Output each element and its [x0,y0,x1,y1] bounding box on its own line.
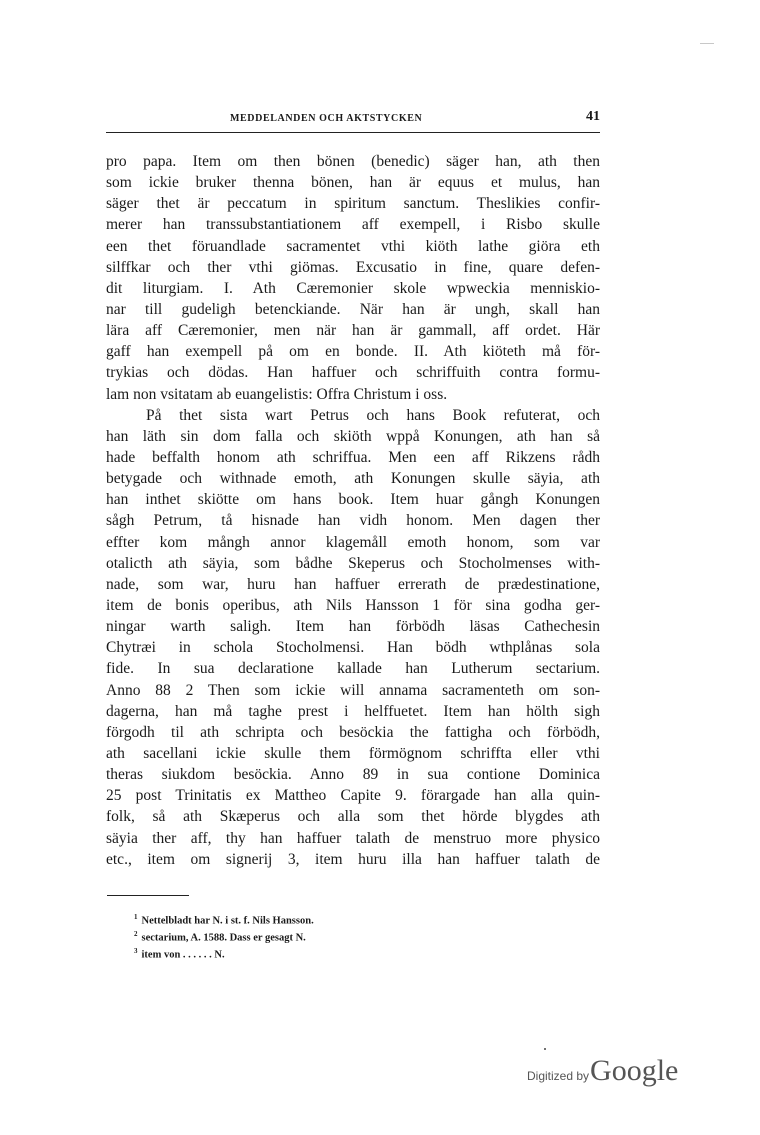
text-line: sågh Petrum, tå hisnade han vidh honom. Men dagen ther [106,512,600,530]
text-line: hade beffalth honom ath schriffua. Men een aff Rikzens rådh [106,448,600,466]
footnote-text: Nettelbladt har N. i st. f. Nils Hansson. [141,915,314,927]
text-line: silffkar och ther vthi giömas. Excusatio in fine, quare defen- [106,258,600,276]
text-line: ath sacellani ickie skulle them förmögnom schriffta eller vthi [106,744,600,762]
text-line: nar till gudeligh betenckiande. När han är ungh, skall han [106,300,600,318]
scan-edge-mark [700,43,714,44]
body-text [106,151,600,870]
text-line: nade, som war, huru han haffuer errerath de prædestinatione, [106,575,600,593]
text-line: förgodh til ath schripta och besöckia the fattigha och förbödh, [106,723,600,741]
text-line: gaff han exempell på om en bonde. II. Ath kiöteth må för- [106,343,600,361]
text-line: trykias och dödas. Han haffuer och schriffuith contra formu- [106,364,600,382]
footnote-text: sectarium, A. 1588. Dass er gesagt N. [141,932,306,944]
header-rule [106,132,600,133]
text-line: ningar warth saligh. Item han förbödh läsas Cathechesin [106,618,600,636]
text-line: effter kom mångh annor klagemåll emoth honom, som var [106,533,600,551]
text-line: lam non vsitatam ab euangelistis: Offra Christum i oss. [106,385,448,403]
page-number: 41 [586,109,600,124]
text-line: fide. In sua declaratione kallade han Lutherum sectarium. [106,660,600,678]
footnote-rule [107,895,189,896]
text-line: pro papa. Item om then bönen (benedic) säger han, ath then [106,153,600,170]
text-line: På thet sista wart Petrus och hans Book refuterat, och [146,406,600,424]
text-line: folk, så ath Skæperus och alla som thet hörde blygdes ath [106,808,600,826]
running-title: MEDDELANDEN OCH AKTSTYCKEN [230,113,423,124]
text-line: säyia ther aff, thy han haffuer talath de menstruo more physico [106,829,600,847]
text-line: een thet föruandlade sacramentet vthi kiöth lathe giöra eth [106,237,600,255]
text-line: han inthet skiötte om hans book. Item huar gångh Konungen [106,491,600,509]
text-line: säger thet är peccatum in spiritum sanctum. Theslikies confir- [106,195,600,213]
text-line: Chytræi in schola Stocholmensi. Han bödh wthplånas sola [106,639,600,657]
digitized-label: Digitized by [527,1069,590,1083]
footnote [134,943,554,960]
text-line: lära aff Cæremonier, men när han är gammall, aff ordet. Här [106,322,600,340]
text-line: etc., item om signerij 3, item huru illa han haffuer talath de [106,850,600,868]
text-line: som ickie bruker thenna bönen, han är equus et mulus, han [106,174,600,192]
scan-speck [544,1048,546,1050]
text-line: dit liturgiam. I. Ath Cæremonier skole wpweckia menniskio- [106,279,600,297]
text-line: otalicth ath säyia, som bådhe Skeperus och Stocholmenses with- [106,554,600,572]
footnote-marker: 2 [134,930,138,938]
footnote [134,926,554,943]
text-line: merer han transsubstantiationem aff exempell, i Risbo skulle [106,216,600,234]
footnotes [134,909,554,960]
footnote [134,909,554,926]
digitized-watermark [527,1054,678,1088]
text-line: item de bonis operibus, ath Nils Hansson 1 för sina godha ger- [106,596,600,614]
text-line: Anno 88 2 Then som ickie will annama sacramenteth om son- [106,681,600,699]
footnote-marker: 3 [134,947,138,955]
footnote-text: item von . . . . . . N. [141,949,225,961]
page-header [106,111,600,133]
footnote-marker: 1 [134,913,138,921]
text-line: theras siukdom besöckia. Anno 89 in sua contione Dominica [106,766,600,784]
text-line: 25 post Trinitatis ex Mattheo Capite 9. förargade han alla quin- [106,787,600,805]
text-line: dagerna, han må taghe prest i helffuetet. Item han hölth sigh [106,702,600,720]
text-line: han läth sin dom falla och skiöth wppå Konungen, ath han så [106,427,600,445]
text-line: betygade och withnade emoth, ath Konungen skulle säyia, ath [106,470,600,488]
google-logo: Google [590,1054,679,1087]
